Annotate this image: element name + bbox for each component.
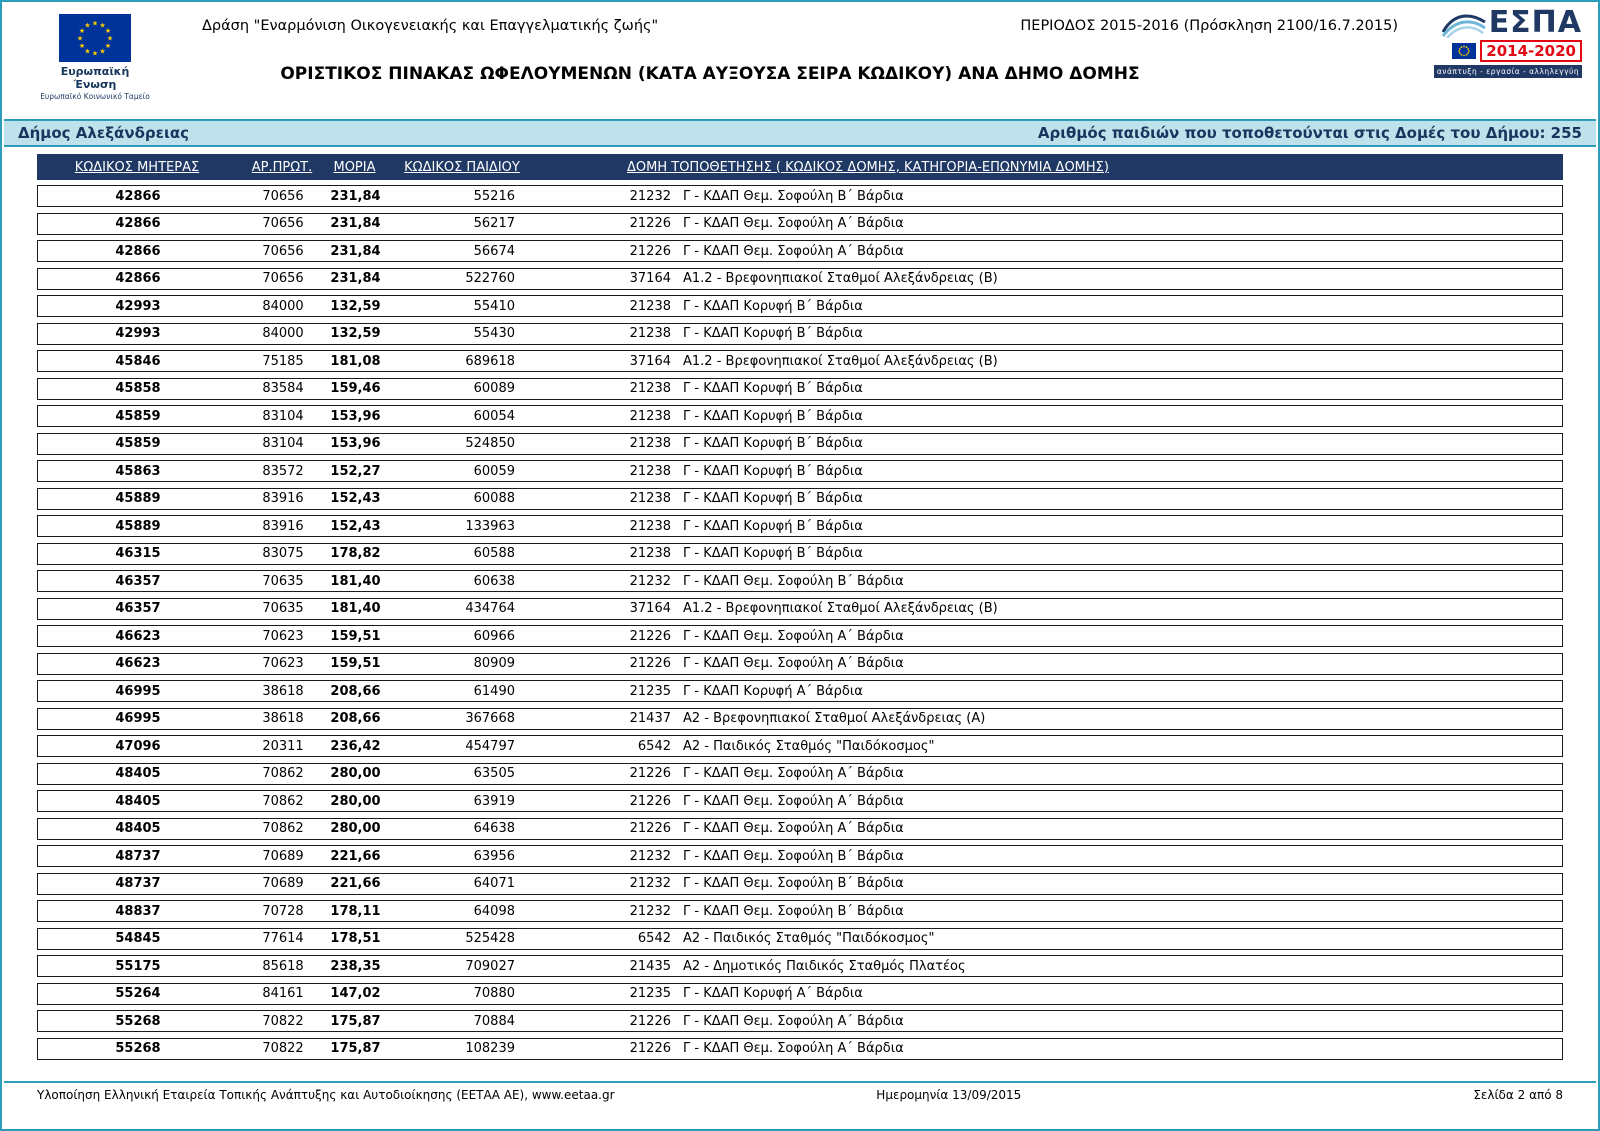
espa-waves-icon bbox=[1441, 8, 1487, 38]
cell-placement bbox=[543, 519, 1562, 534]
table-row bbox=[37, 1038, 1563, 1060]
municipality-bar bbox=[4, 119, 1596, 147]
placement-name: Γ - ΚΔΑΠ Κορυφή Β΄ Βάρδια bbox=[683, 518, 863, 534]
cell-points: 159,46 bbox=[330, 381, 381, 396]
cell-protocol-number: 70862 bbox=[262, 793, 304, 809]
table-row bbox=[37, 900, 1563, 922]
cell-child-code: 689618 bbox=[465, 353, 515, 369]
placement-code: 21238 bbox=[629, 298, 671, 314]
placement-code: 21232 bbox=[629, 188, 671, 204]
cell-child-code: 80909 bbox=[473, 656, 515, 671]
placement-name: Γ - ΚΔΑΠ Θεμ. Σοφούλη Β΄ Βάρδια bbox=[683, 573, 904, 589]
placement-code: 21226 bbox=[629, 656, 671, 671]
table-row bbox=[37, 873, 1563, 895]
cell-points: 178,11 bbox=[330, 903, 381, 919]
svg-text:★: ★ bbox=[78, 42, 86, 50]
cell-protocol-number: 77614 bbox=[262, 931, 304, 946]
cell-protocol-number: 83916 bbox=[262, 518, 304, 534]
table-row bbox=[37, 378, 1563, 400]
table-row bbox=[37, 653, 1563, 675]
table-row bbox=[37, 185, 1563, 207]
cell-placement bbox=[543, 189, 1562, 204]
cell-protocol-number: 75185 bbox=[262, 353, 304, 369]
cell-protocol-number: 38618 bbox=[262, 683, 304, 699]
cell-placement bbox=[543, 464, 1562, 479]
cell-points: 153,96 bbox=[330, 436, 381, 451]
footer-implementer: Υλοποίηση Ελληνική Εταιρεία Τοπικής Ανάπτυξης και Αυτοδιοίκησης (ΕΕΤΑΑ ΑΕ), www.eetaa.gr bbox=[37, 1088, 615, 1102]
placement-code: 21238 bbox=[629, 326, 671, 341]
placement-name: Γ - ΚΔΑΠ Κορυφή Β΄ Βάρδια bbox=[683, 463, 863, 479]
cell-child-code: 70880 bbox=[473, 986, 515, 1001]
placement-code: 21437 bbox=[629, 711, 671, 726]
svg-text:★: ★ bbox=[76, 34, 84, 43]
cell-placement bbox=[543, 1041, 1562, 1056]
espa-tagline: ανάπτυξη - εργασία - αλληλεγγύη bbox=[1434, 65, 1582, 78]
cell-points: 159,51 bbox=[330, 628, 381, 644]
cell-protocol-number: 83104 bbox=[262, 408, 304, 424]
cell-mother-code: 42866 bbox=[115, 271, 161, 286]
cell-child-code: 63505 bbox=[473, 766, 515, 781]
cell-placement bbox=[543, 381, 1562, 396]
cell-placement bbox=[543, 299, 1562, 314]
cell-points: 236,42 bbox=[330, 738, 381, 754]
cell-placement bbox=[543, 574, 1562, 589]
cell-placement bbox=[543, 601, 1562, 616]
cell-protocol-number: 38618 bbox=[262, 711, 304, 726]
cell-child-code: 367668 bbox=[465, 711, 515, 726]
placement-name: Α1.2 - Βρεφονηπιακοί Σταθμοί Αλεξάνδρειας (Β) bbox=[683, 271, 998, 286]
cell-mother-code: 45858 bbox=[115, 381, 161, 396]
cell-placement bbox=[543, 326, 1562, 341]
cell-mother-code: 42993 bbox=[115, 298, 161, 314]
cell-mother-code: 45859 bbox=[115, 436, 161, 451]
cell-points: 280,00 bbox=[330, 821, 381, 836]
placement-name: Γ - ΚΔΑΠ Κορυφή Α΄ Βάρδια bbox=[683, 986, 863, 1001]
cell-mother-code: 55268 bbox=[115, 1013, 161, 1029]
placement-name: Γ - ΚΔΑΠ Θεμ. Σοφούλη Α΄ Βάρδια bbox=[683, 656, 904, 671]
cell-mother-code: 45859 bbox=[115, 408, 161, 424]
cell-placement bbox=[543, 436, 1562, 451]
placement-name: Γ - ΚΔΑΠ Κορυφή Β΄ Βάρδια bbox=[683, 408, 863, 424]
placement-code: 21238 bbox=[629, 381, 671, 396]
cell-child-code: 64071 bbox=[473, 876, 515, 891]
cell-child-code: 64638 bbox=[473, 821, 515, 836]
cell-child-code: 63956 bbox=[473, 848, 515, 864]
placement-name: Α1.2 - Βρεφονηπιακοί Σταθμοί Αλεξάνδρειας (Β) bbox=[683, 353, 998, 369]
cell-child-code: 454797 bbox=[465, 738, 515, 754]
cell-child-code: 60088 bbox=[473, 491, 515, 506]
cell-protocol-number: 84161 bbox=[262, 986, 304, 1001]
footer-page-number: Σελίδα 2 από 8 bbox=[1473, 1088, 1563, 1102]
cell-placement bbox=[543, 491, 1562, 506]
cell-mother-code: 46995 bbox=[115, 711, 161, 726]
cell-child-code: 524850 bbox=[465, 436, 515, 451]
placement-code: 21238 bbox=[629, 408, 671, 424]
cell-points: 178,82 bbox=[330, 546, 381, 561]
cell-mother-code: 48405 bbox=[115, 766, 161, 781]
eu-logo-caption: Ευρωπαϊκή Ένωση bbox=[60, 65, 130, 91]
espa-eu-mini-flag-icon bbox=[1452, 43, 1476, 59]
cell-child-code: 55410 bbox=[473, 298, 515, 314]
cell-protocol-number: 70635 bbox=[262, 601, 304, 616]
placement-code: 21232 bbox=[629, 573, 671, 589]
placement-name: Γ - ΚΔΑΠ Κορυφή Β΄ Βάρδια bbox=[683, 381, 863, 396]
placement-name: Γ - ΚΔΑΠ Θεμ. Σοφούλη Β΄ Βάρδια bbox=[683, 188, 904, 204]
placement-code: 21226 bbox=[629, 766, 671, 781]
svg-text:★: ★ bbox=[99, 21, 106, 30]
eu-flag-icon bbox=[59, 14, 131, 62]
cell-protocol-number: 83104 bbox=[262, 436, 304, 451]
placement-name: Γ - ΚΔΑΠ Θεμ. Σοφούλη Α΄ Βάρδια bbox=[683, 628, 904, 644]
cell-protocol-number: 70623 bbox=[262, 656, 304, 671]
cell-placement bbox=[543, 244, 1562, 259]
cell-child-code: 60588 bbox=[473, 546, 515, 561]
cell-child-code: 60638 bbox=[473, 573, 515, 589]
cell-mother-code: 48837 bbox=[115, 903, 161, 919]
cell-points: 152,27 bbox=[330, 463, 381, 479]
cell-points: 280,00 bbox=[330, 793, 381, 809]
placement-code: 21232 bbox=[629, 903, 671, 919]
cell-points: 152,43 bbox=[330, 518, 381, 534]
placement-code: 21232 bbox=[629, 876, 671, 891]
cell-mother-code: 42866 bbox=[115, 243, 161, 259]
cell-child-code: 55430 bbox=[473, 326, 515, 341]
svg-text:★: ★ bbox=[99, 47, 106, 56]
table-row bbox=[37, 543, 1563, 565]
cell-protocol-number: 84000 bbox=[262, 326, 304, 341]
cell-points: 221,66 bbox=[330, 848, 381, 864]
placement-code: 21226 bbox=[629, 1013, 671, 1029]
placement-name: Γ - ΚΔΑΠ Θεμ. Σοφούλη Α΄ Βάρδια bbox=[683, 1041, 904, 1056]
cell-child-code: 525428 bbox=[465, 931, 515, 946]
cell-mother-code: 48737 bbox=[115, 848, 161, 864]
espa-years: 2014-2020 bbox=[1480, 40, 1582, 62]
placement-code: 21235 bbox=[629, 986, 671, 1001]
cell-points: 208,66 bbox=[330, 711, 381, 726]
placement-name: Γ - ΚΔΑΠ Θεμ. Σοφούλη Α΄ Βάρδια bbox=[683, 793, 904, 809]
cell-protocol-number: 20311 bbox=[262, 738, 304, 754]
cell-mother-code: 55175 bbox=[115, 958, 161, 974]
cell-protocol-number: 70689 bbox=[262, 876, 304, 891]
placement-name: Α2 - Βρεφονηπιακοί Σταθμοί Αλεξάνδρειας (Α) bbox=[683, 711, 986, 726]
cell-child-code: 60089 bbox=[473, 381, 515, 396]
cell-child-code: 61490 bbox=[473, 683, 515, 699]
placement-name: Γ - ΚΔΑΠ Κορυφή Β΄ Βάρδια bbox=[683, 436, 863, 451]
period-line: ΠΕΡΙΟΔΟΣ 2015-2016 (Πρόσκληση 2100/16.7.2015) bbox=[1020, 18, 1398, 34]
placement-name: Γ - ΚΔΑΠ Θεμ. Σοφούλη Α΄ Βάρδια bbox=[683, 216, 904, 231]
cell-mother-code: 45863 bbox=[115, 463, 161, 479]
page-footer bbox=[37, 1088, 1563, 1108]
placement-code: 21238 bbox=[629, 491, 671, 506]
cell-protocol-number: 85618 bbox=[262, 958, 304, 974]
cell-placement bbox=[543, 849, 1562, 864]
col-header-mother-code: ΚΩΔΙΚΟΣ ΜΗΤΕΡΑΣ bbox=[74, 159, 200, 175]
table-row bbox=[37, 955, 1563, 977]
cell-points: 280,00 bbox=[330, 766, 381, 781]
cell-mother-code: 55264 bbox=[115, 986, 161, 1001]
placement-name: Γ - ΚΔΑΠ Θεμ. Σοφούλη Α΄ Βάρδια bbox=[683, 766, 904, 781]
cell-protocol-number: 70656 bbox=[262, 243, 304, 259]
placement-code: 21226 bbox=[629, 1041, 671, 1056]
table-row bbox=[37, 268, 1563, 290]
cell-points: 175,87 bbox=[330, 1041, 381, 1056]
cell-child-code: 70884 bbox=[473, 1013, 515, 1029]
table-row bbox=[37, 213, 1563, 235]
cell-protocol-number: 70822 bbox=[262, 1013, 304, 1029]
cell-child-code: 60059 bbox=[473, 463, 515, 479]
cell-placement bbox=[543, 546, 1562, 561]
placement-name: Γ - ΚΔΑΠ Κορυφή Β΄ Βάρδια bbox=[683, 546, 863, 561]
cell-protocol-number: 83075 bbox=[262, 546, 304, 561]
cell-protocol-number: 83916 bbox=[262, 491, 304, 506]
cell-mother-code: 45889 bbox=[115, 491, 161, 506]
cell-mother-code: 46623 bbox=[115, 656, 161, 671]
municipality-name: Δήμος Αλεξάνδρειας bbox=[18, 124, 190, 142]
table-row bbox=[37, 433, 1563, 455]
svg-text:★: ★ bbox=[91, 19, 99, 28]
cell-points: 231,84 bbox=[330, 271, 381, 286]
espa-logo-block bbox=[1434, 5, 1582, 78]
cell-protocol-number: 84000 bbox=[262, 298, 304, 314]
cell-protocol-number: 83584 bbox=[262, 381, 304, 396]
cell-mother-code: 42866 bbox=[115, 216, 161, 231]
svg-text:★: ★ bbox=[106, 34, 114, 43]
cell-mother-code: 55268 bbox=[115, 1041, 161, 1056]
cell-protocol-number: 70656 bbox=[262, 271, 304, 286]
cell-points: 153,96 bbox=[330, 408, 381, 424]
cell-protocol-number: 70623 bbox=[262, 628, 304, 644]
cell-child-code: 522760 bbox=[465, 271, 515, 286]
cell-points: 221,66 bbox=[330, 876, 381, 891]
placement-code: 37164 bbox=[629, 271, 671, 286]
cell-points: 178,51 bbox=[330, 931, 381, 946]
cell-placement bbox=[543, 656, 1562, 671]
cell-child-code: 434764 bbox=[465, 601, 515, 616]
cell-placement bbox=[543, 354, 1562, 369]
table-row bbox=[37, 983, 1563, 1005]
cell-child-code: 64098 bbox=[473, 903, 515, 919]
children-count: Αριθμός παιδιών που τοποθετούνται στις Δομές του Δήμου: 255 bbox=[1037, 124, 1582, 142]
cell-placement bbox=[543, 766, 1562, 781]
table-row bbox=[37, 515, 1563, 537]
cell-child-code: 55216 bbox=[473, 188, 515, 204]
table-row bbox=[37, 570, 1563, 592]
cell-placement bbox=[543, 876, 1562, 891]
placement-code: 6542 bbox=[637, 931, 671, 946]
table-row bbox=[37, 708, 1563, 730]
placement-code: 37164 bbox=[629, 353, 671, 369]
placement-name: Α2 - Παιδικός Σταθμός "Παιδόκοσμος" bbox=[683, 931, 935, 946]
table-row bbox=[37, 790, 1563, 812]
cell-mother-code: 48405 bbox=[115, 793, 161, 809]
cell-child-code: 60966 bbox=[473, 628, 515, 644]
table-row bbox=[37, 845, 1563, 867]
placement-name: Γ - ΚΔΑΠ Θεμ. Σοφούλη Β΄ Βάρδια bbox=[683, 903, 904, 919]
placement-code: 21226 bbox=[629, 821, 671, 836]
col-header-protocol: ΑΡ.ΠΡΩΤ. bbox=[251, 159, 313, 175]
cell-child-code: 60054 bbox=[473, 408, 515, 424]
cell-protocol-number: 70635 bbox=[262, 573, 304, 589]
svg-text:★: ★ bbox=[91, 49, 99, 58]
svg-text:★: ★ bbox=[84, 21, 91, 30]
placement-name: Γ - ΚΔΑΠ Θεμ. Σοφούλη Β΄ Βάρδια bbox=[683, 876, 904, 891]
table-row bbox=[37, 240, 1563, 262]
cell-points: 181,08 bbox=[330, 353, 381, 369]
cell-placement bbox=[543, 1014, 1562, 1029]
cell-child-code: 63919 bbox=[473, 793, 515, 809]
cell-mother-code: 48405 bbox=[115, 821, 161, 836]
cell-placement bbox=[543, 931, 1562, 946]
cell-child-code: 56217 bbox=[473, 216, 515, 231]
cell-points: 132,59 bbox=[330, 298, 381, 314]
cell-placement bbox=[543, 216, 1562, 231]
placement-name: Α2 - Δημοτικός Παιδικός Σταθμός Πλατέος bbox=[683, 958, 966, 974]
table-row bbox=[37, 928, 1563, 950]
placement-code: 21238 bbox=[629, 546, 671, 561]
cell-points: 132,59 bbox=[330, 326, 381, 341]
cell-mother-code: 46357 bbox=[115, 601, 161, 616]
cell-protocol-number: 70656 bbox=[262, 188, 304, 204]
action-line: Δράση "Εναρμόνιση Οικογενειακής και Επαγγελματικής ζωής" bbox=[202, 18, 659, 34]
cell-child-code: 709027 bbox=[465, 958, 515, 974]
cell-child-code: 56674 bbox=[473, 243, 515, 259]
cell-child-code: 108239 bbox=[465, 1041, 515, 1056]
placement-code: 21226 bbox=[629, 793, 671, 809]
cell-mother-code: 42993 bbox=[115, 326, 161, 341]
cell-mother-code: 54845 bbox=[115, 931, 161, 946]
cell-points: 147,02 bbox=[330, 986, 381, 1001]
table-row bbox=[37, 680, 1563, 702]
table-row bbox=[37, 488, 1563, 510]
cell-mother-code: 46357 bbox=[115, 573, 161, 589]
cell-protocol-number: 83572 bbox=[262, 463, 304, 479]
cell-mother-code: 47096 bbox=[115, 738, 161, 754]
placement-code: 37164 bbox=[629, 601, 671, 616]
table-row bbox=[37, 818, 1563, 840]
cell-points: 152,43 bbox=[330, 491, 381, 506]
cell-protocol-number: 70822 bbox=[262, 1041, 304, 1056]
cell-placement bbox=[543, 904, 1562, 919]
table-header bbox=[37, 154, 1563, 180]
cell-points: 231,84 bbox=[330, 243, 381, 259]
cell-placement bbox=[543, 986, 1562, 1001]
placement-name: Γ - ΚΔΑΠ Θεμ. Σοφούλη Α΄ Βάρδια bbox=[683, 821, 904, 836]
table-row bbox=[37, 460, 1563, 482]
cell-points: 231,84 bbox=[330, 188, 381, 204]
cell-placement bbox=[543, 629, 1562, 644]
cell-placement bbox=[543, 684, 1562, 699]
placement-code: 21235 bbox=[629, 683, 671, 699]
placement-code: 21226 bbox=[629, 243, 671, 259]
cell-mother-code: 45846 bbox=[115, 353, 161, 369]
svg-text:★: ★ bbox=[104, 27, 112, 35]
cell-placement bbox=[543, 739, 1562, 754]
espa-logo-text: ΕΣΠΑ bbox=[1488, 5, 1582, 40]
placement-name: Γ - ΚΔΑΠ Κορυφή Β΄ Βάρδια bbox=[683, 326, 863, 341]
placement-code: 21226 bbox=[629, 628, 671, 644]
cell-placement bbox=[543, 821, 1562, 836]
eu-logo-block bbox=[40, 14, 150, 101]
placement-code: 21226 bbox=[629, 216, 671, 231]
table-row bbox=[37, 323, 1563, 345]
cell-mother-code: 46995 bbox=[115, 683, 161, 699]
cell-mother-code: 45889 bbox=[115, 518, 161, 534]
cell-mother-code: 46623 bbox=[115, 628, 161, 644]
table-row bbox=[37, 350, 1563, 372]
cell-points: 175,87 bbox=[330, 1013, 381, 1029]
table-row bbox=[37, 763, 1563, 785]
cell-points: 231,84 bbox=[330, 216, 381, 231]
placement-name: Α1.2 - Βρεφονηπιακοί Σταθμοί Αλεξάνδρειας (Β) bbox=[683, 601, 998, 616]
cell-mother-code: 46315 bbox=[115, 546, 161, 561]
cell-points: 208,66 bbox=[330, 683, 381, 699]
footer-date: Ημερομηνία 13/09/2015 bbox=[876, 1088, 1022, 1102]
cell-points: 159,51 bbox=[330, 656, 381, 671]
cell-placement bbox=[543, 271, 1562, 286]
placement-name: Γ - ΚΔΑΠ Κορυφή Α΄ Βάρδια bbox=[683, 683, 863, 699]
page-title: ΟΡΙΣΤΙΚΟΣ ΠΙΝΑΚΑΣ ΩΦΕΛΟΥΜΕΝΩΝ (ΚΑΤΑ ΑΥΞΟΥΣΑ ΣΕΙΡΑ ΚΩΔΙΚΟΥ) ΑΝΑ ΔΗΜΟ ΔΟΜΗΣ bbox=[280, 64, 1140, 84]
placement-code: 21238 bbox=[629, 463, 671, 479]
cell-placement bbox=[543, 794, 1562, 809]
cell-placement bbox=[543, 959, 1562, 974]
table-row bbox=[37, 405, 1563, 427]
cell-points: 181,40 bbox=[330, 573, 381, 589]
cell-mother-code: 48737 bbox=[115, 876, 161, 891]
placement-name: Γ - ΚΔΑΠ Θεμ. Σοφούλη Α΄ Βάρδια bbox=[683, 1013, 904, 1029]
cell-child-code: 133963 bbox=[465, 518, 515, 534]
eu-logo-subcaption: Ευρωπαϊκό Κοινωνικό Ταμείο bbox=[40, 92, 150, 101]
cell-protocol-number: 70656 bbox=[262, 216, 304, 231]
cell-points: 238,35 bbox=[330, 958, 381, 974]
cell-protocol-number: 70728 bbox=[262, 903, 304, 919]
cell-placement bbox=[543, 711, 1562, 726]
footer-divider bbox=[4, 1081, 1596, 1083]
placement-code: 21435 bbox=[629, 958, 671, 974]
placement-name: Α2 - Παιδικός Σταθμός "Παιδόκοσμος" bbox=[683, 738, 935, 754]
table-row bbox=[37, 625, 1563, 647]
placement-code: 21238 bbox=[629, 518, 671, 534]
cell-placement bbox=[543, 409, 1562, 424]
table-row bbox=[37, 295, 1563, 317]
cell-protocol-number: 70689 bbox=[262, 848, 304, 864]
col-header-child-code: ΚΩΔΙΚΟΣ ΠΑΙΔΙΟΥ bbox=[404, 159, 520, 175]
placement-name: Γ - ΚΔΑΠ Κορυφή Β΄ Βάρδια bbox=[683, 491, 863, 506]
col-header-placement: ΔΟΜΗ ΤΟΠΟΘΕΤΗΣΗΣ ( ΚΩΔΙΚΟΣ ΔΟΜΗΣ, ΚΑΤΗΓΟΡΙΑ-ΕΠΩΝΥΜΙΑ ΔΟΜΗΣ) bbox=[627, 159, 1109, 175]
placement-name: Γ - ΚΔΑΠ Κορυφή Β΄ Βάρδια bbox=[683, 298, 863, 314]
svg-text:★: ★ bbox=[84, 47, 91, 56]
table-body bbox=[37, 185, 1563, 1065]
cell-points: 181,40 bbox=[330, 601, 381, 616]
cell-protocol-number: 70862 bbox=[262, 821, 304, 836]
placement-name: Γ - ΚΔΑΠ Θεμ. Σοφούλη Β΄ Βάρδια bbox=[683, 848, 904, 864]
placement-code: 6542 bbox=[637, 738, 671, 754]
placement-code: 21232 bbox=[629, 848, 671, 864]
placement-code: 21238 bbox=[629, 436, 671, 451]
cell-protocol-number: 70862 bbox=[262, 766, 304, 781]
table-row bbox=[37, 735, 1563, 757]
table-row bbox=[37, 598, 1563, 620]
col-header-points: ΜΟΡΙΑ bbox=[333, 159, 376, 175]
placement-name: Γ - ΚΔΑΠ Θεμ. Σοφούλη Α΄ Βάρδια bbox=[683, 243, 904, 259]
table-row bbox=[37, 1010, 1563, 1032]
svg-text:★: ★ bbox=[78, 27, 86, 35]
cell-mother-code: 42866 bbox=[115, 188, 161, 204]
svg-text:★: ★ bbox=[104, 42, 112, 50]
